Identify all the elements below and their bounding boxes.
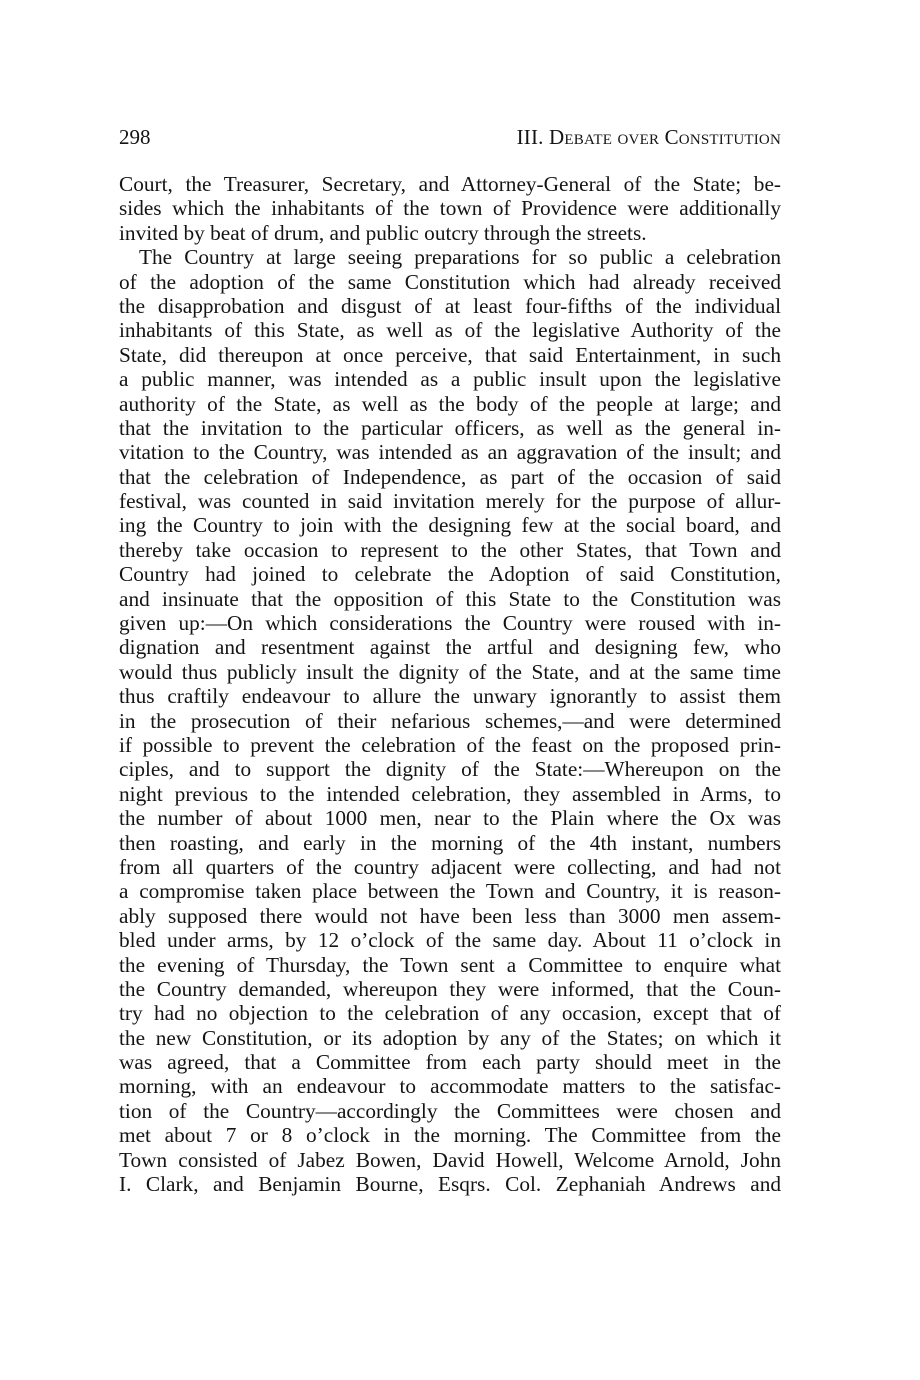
text-line: of the adoption of the same Constitution which had already received	[119, 269, 781, 294]
text-line: the number of about 1000 men, near to the Plain where the Ox was	[119, 806, 781, 831]
chapter-title: III. Debate over Constitution	[516, 125, 781, 149]
text-line: festival, was counted in said invitation merely for the purpose of allur-	[119, 489, 781, 514]
text-line: bled under arms, by 12 o’clock of the same day. About 11 o’clock in	[119, 928, 781, 953]
page-number: 298	[119, 125, 151, 149]
text-line: that the invitation to the particular officers, as well as the general in-	[119, 415, 781, 440]
text-line: dignation and resentment against the artful and designing few, who	[119, 635, 781, 660]
text-line: I. Clark, and Benjamin Bourne, Esqrs. Col. Zephaniah Andrews and	[119, 1172, 781, 1197]
text-line: The Country at large seeing preparations for so public a celebration	[139, 245, 781, 270]
text-line: sides which the inhabitants of the town of Providence were additionally	[119, 196, 781, 221]
text-line: from all quarters of the country adjacent were collecting, and had not	[119, 854, 781, 879]
text-line: thus craftily endeavour to allure the unwary ignorantly to assist them	[119, 684, 781, 709]
text-line: invited by beat of drum, and public outcry through the streets.	[119, 220, 647, 245]
text-line: and insinuate that the opposition of this State to the Constitution was	[119, 586, 781, 611]
text-line: ciples, and to support the dignity of the State:—Whereupon on the	[119, 757, 781, 782]
text-line: inhabitants of this State, as well as of the legislative Authority of the	[119, 318, 781, 343]
paragraph	[119, 245, 781, 1196]
text-line: the disapprobation and disgust of at least four-fifths of the individual	[119, 293, 781, 318]
text-line: if possible to prevent the celebration of the feast on the proposed prin-	[119, 732, 781, 757]
text-line: morning, with an endeavour to accommodate matters to the satisfac-	[119, 1074, 781, 1099]
text-line: met about 7 or 8 o’clock in the morning. The Committee from the	[119, 1123, 781, 1148]
text-line: ing the Country to join with the designing few at the social board, and	[119, 513, 781, 538]
text-line: thereby take occasion to represent to the other States, that Town and	[119, 537, 781, 562]
text-line: was agreed, that a Committee from each party should meet in the	[119, 1050, 781, 1075]
text-line: the evening of Thursday, the Town sent a Committee to enquire what	[119, 952, 781, 977]
text-line: vitation to the Country, was intended as an aggravation of the insult; and	[119, 440, 781, 465]
text-line: Country had joined to celebrate the Adoption of said Constitution,	[119, 562, 781, 587]
text-line: a public manner, was intended as a public insult upon the legislative	[119, 367, 781, 392]
text-line: tion of the Country—accordingly the Committees were chosen and	[119, 1098, 781, 1123]
text-line: a compromise taken place between the Town and Country, it is reason-	[119, 879, 781, 904]
text-line: given up:—On which considerations the Country were roused with in-	[119, 611, 781, 636]
text-line: ably supposed there would not have been less than 3000 men assem-	[119, 903, 781, 928]
text-line: the Country demanded, whereupon they were informed, that the Coun-	[119, 976, 781, 1001]
text-line: then roasting, and early in the morning of the 4th instant, numbers	[119, 830, 781, 855]
paragraph	[119, 172, 781, 245]
text-line: the new Constitution, or its adoption by any of the States; on which it	[119, 1025, 781, 1050]
text-line: State, did thereupon at once perceive, that said Entertainment, in such	[119, 342, 781, 367]
text-line: Court, the Treasurer, Secretary, and Attorney-General of the State; be-	[119, 172, 781, 196]
text-line: night previous to the intended celebration, they assembled in Arms, to	[119, 781, 781, 806]
running-head	[119, 124, 781, 150]
text-line: that the celebration of Independence, as part of the occasion of said	[119, 464, 781, 489]
text-line: try had no objection to the celebration of any occasion, except that of	[119, 1001, 781, 1026]
text-line: in the prosecution of their nefarious schemes,—and were determined	[119, 708, 781, 733]
text-line: authority of the State, as well as the body of the people at large; and	[119, 391, 781, 416]
body-text	[119, 172, 781, 1196]
text-line: would thus publicly insult the dignity of the State, and at the same time	[119, 659, 781, 684]
text-line: Town consisted of Jabez Bowen, David Howell, Welcome Arnold, John	[119, 1147, 781, 1172]
